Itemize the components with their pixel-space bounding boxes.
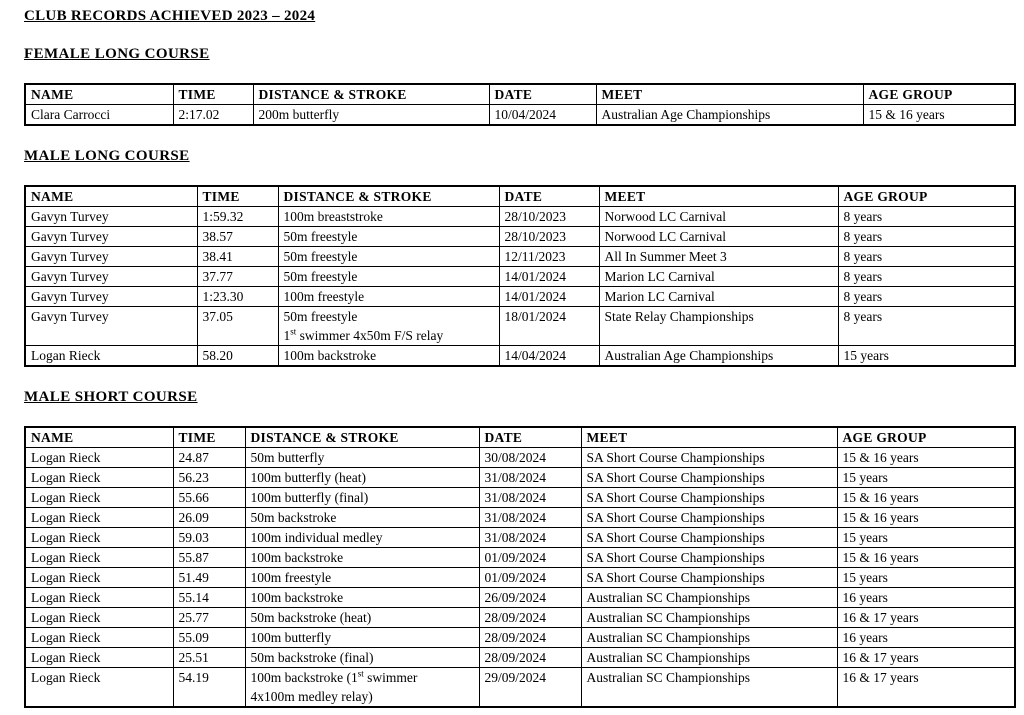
table-cell: 15 years (837, 528, 1015, 548)
table-row (25, 588, 1015, 608)
table-cell: Logan Rieck (25, 346, 197, 367)
table-cell: 100m individual medley (245, 528, 479, 548)
table-cell: 31/08/2024 (479, 468, 581, 488)
table-cell: 28/10/2023 (499, 207, 599, 227)
table-row (25, 247, 1015, 267)
table-cell: 55.66 (173, 488, 245, 508)
table-cell: Logan Rieck (25, 568, 173, 588)
table-cell: Gavyn Turvey (25, 227, 197, 247)
table-cell: 100m backstroke (245, 548, 479, 568)
table-row (25, 267, 1015, 287)
table-cell: 8 years (838, 247, 1015, 267)
table-cell: 15 & 16 years (837, 448, 1015, 468)
table-row (25, 105, 1015, 126)
table-row (25, 468, 1015, 488)
table-cell: SA Short Course Championships (581, 448, 837, 468)
table-row (25, 528, 1015, 548)
records-table-female-long-course (24, 83, 1016, 126)
table-cell: Logan Rieck (25, 628, 173, 648)
column-header: DISTANCE & STROKE (245, 427, 479, 448)
superscript-ordinal: st (290, 326, 297, 337)
table-cell: 10/04/2024 (489, 105, 596, 126)
table-row (25, 568, 1015, 588)
table-cell: 28/09/2024 (479, 608, 581, 628)
column-header: MEET (581, 427, 837, 448)
table-cell: 51.49 (173, 568, 245, 588)
table-row (25, 287, 1015, 307)
table-cell: 100m backstroke (245, 588, 479, 608)
table-row (25, 227, 1015, 247)
table-cell: Gavyn Turvey (25, 307, 197, 346)
table-cell: 30/08/2024 (479, 448, 581, 468)
table-cell: 8 years (838, 307, 1015, 346)
table-cell: 100m freestyle (245, 568, 479, 588)
column-header: DATE (479, 427, 581, 448)
column-header: NAME (25, 186, 197, 207)
table-cell: 100m butterfly (245, 628, 479, 648)
section-heading-female-long-course: FEMALE LONG COURSE (24, 46, 210, 62)
table-row (25, 307, 1015, 346)
table-cell: 15 & 16 years (837, 508, 1015, 528)
table-cell: SA Short Course Championships (581, 508, 837, 528)
table-cell: 14/04/2024 (499, 346, 599, 367)
table-cell: 50m freestyle (278, 267, 499, 287)
table-cell: 8 years (838, 267, 1015, 287)
table-cell: SA Short Course Championships (581, 468, 837, 488)
table-cell: 26.09 (173, 508, 245, 528)
table-cell: 38.57 (197, 227, 278, 247)
table-cell: 100m butterfly (heat) (245, 468, 479, 488)
table-cell: Logan Rieck (25, 608, 173, 628)
table-cell: Gavyn Turvey (25, 267, 197, 287)
table-cell: 100m backstroke (278, 346, 499, 367)
table-cell: SA Short Course Championships (581, 528, 837, 548)
table-cell: SA Short Course Championships (581, 568, 837, 588)
table-cell: 16 & 17 years (837, 648, 1015, 668)
table-cell: 28/09/2024 (479, 628, 581, 648)
column-header: NAME (25, 427, 173, 448)
table-cell: 38.41 (197, 247, 278, 267)
table-cell: 15 years (838, 346, 1015, 367)
table-row (25, 448, 1015, 468)
table-cell: Logan Rieck (25, 448, 173, 468)
column-header: TIME (173, 427, 245, 448)
cell-line: 4x100m medley relay) (250, 689, 373, 704)
table-cell: Logan Rieck (25, 488, 173, 508)
table-cell: 100m butterfly (final) (245, 488, 479, 508)
table-cell: 28/09/2024 (479, 648, 581, 668)
column-header: NAME (25, 84, 173, 105)
table-cell: 1:23.30 (197, 287, 278, 307)
table-cell: SA Short Course Championships (581, 488, 837, 508)
cropped-text (88, 0, 332, 1)
table-cell: 16 & 17 years (837, 668, 1015, 708)
column-header: TIME (197, 186, 278, 207)
table-cell: 26/09/2024 (479, 588, 581, 608)
table-cell: 100m backstroke (1st swimmer 4x100m medley relay) (245, 668, 479, 708)
table-cell: 37.05 (197, 307, 278, 346)
table-cell: Logan Rieck (25, 668, 173, 708)
table-cell: Australian SC Championships (581, 628, 837, 648)
table-cell: Australian Age Championships (599, 346, 838, 367)
section-heading-male-short-course: MALE SHORT COURSE (24, 389, 198, 405)
table-row (25, 207, 1015, 227)
table-cell: Logan Rieck (25, 468, 173, 488)
table-cell: 59.03 (173, 528, 245, 548)
table-cell: All In Summer Meet 3 (599, 247, 838, 267)
table-cell: Logan Rieck (25, 548, 173, 568)
table-row (25, 648, 1015, 668)
table-cell: Gavyn Turvey (25, 207, 197, 227)
table-cell: 29/09/2024 (479, 668, 581, 708)
table-row (25, 488, 1015, 508)
table-cell: 50m backstroke (245, 508, 479, 528)
table-cell: 31/08/2024 (479, 508, 581, 528)
table-cell: Logan Rieck (25, 648, 173, 668)
header-row (25, 427, 1015, 448)
table-cell: 56.23 (173, 468, 245, 488)
table-cell: 15 years (837, 468, 1015, 488)
table-cell: 24.87 (173, 448, 245, 468)
header-row (25, 84, 1015, 105)
table-cell: Gavyn Turvey (25, 247, 197, 267)
table-cell: 16 years (837, 588, 1015, 608)
table-cell: 15 & 16 years (863, 105, 1015, 126)
section-male-short-course (24, 389, 1014, 708)
table-cell: Australian SC Championships (581, 608, 837, 628)
table-cell: 100m breaststroke (278, 207, 499, 227)
column-header: DATE (499, 186, 599, 207)
column-header: MEET (596, 84, 863, 105)
table-cell: State Relay Championships (599, 307, 838, 346)
table-cell: Marion LC Carnival (599, 287, 838, 307)
table-cell: Clara Carrocci (25, 105, 173, 126)
section-female-long-course (24, 46, 1014, 126)
table-cell: 16 years (837, 628, 1015, 648)
records-table-male-long-course (24, 185, 1016, 367)
table-cell: 31/08/2024 (479, 488, 581, 508)
table-cell: 54.19 (173, 668, 245, 708)
table-row (25, 608, 1015, 628)
table-cell: Marion LC Carnival (599, 267, 838, 287)
table-cell: Australian SC Championships (581, 588, 837, 608)
table-cell: 12/11/2023 (499, 247, 599, 267)
table-row (25, 668, 1015, 708)
table-cell: 50m backstroke (final) (245, 648, 479, 668)
table-cell: Australian SC Championships (581, 668, 837, 708)
column-header: AGE GROUP (863, 84, 1015, 105)
table-cell: SA Short Course Championships (581, 548, 837, 568)
table-cell: 1:59.32 (197, 207, 278, 227)
table-cell: 55.87 (173, 548, 245, 568)
table-cell: 55.09 (173, 628, 245, 648)
table-cell: 16 & 17 years (837, 608, 1015, 628)
table-cell: Logan Rieck (25, 528, 173, 548)
table-cell: 25.77 (173, 608, 245, 628)
column-header: MEET (599, 186, 838, 207)
table-cell: 8 years (838, 207, 1015, 227)
superscript-ordinal: st (357, 668, 364, 679)
table-cell: 50m freestyle (278, 227, 499, 247)
table-cell: Norwood LC Carnival (599, 227, 838, 247)
column-header: TIME (173, 84, 253, 105)
table-cell: 01/09/2024 (479, 548, 581, 568)
table-row (25, 628, 1015, 648)
table-cell: 18/01/2024 (499, 307, 599, 346)
table-cell: 58.20 (197, 346, 278, 367)
table-row (25, 346, 1015, 367)
table-cell: 100m freestyle (278, 287, 499, 307)
cropped-text-sliver (88, 0, 332, 3)
table-cell: 50m backstroke (heat) (245, 608, 479, 628)
table-cell: 25.51 (173, 648, 245, 668)
table-cell: 2:17.02 (173, 105, 253, 126)
table-cell: Australian SC Championships (581, 648, 837, 668)
table-cell: Logan Rieck (25, 508, 173, 528)
section-heading-male-long-course: MALE LONG COURSE (24, 148, 190, 164)
column-header: DISTANCE & STROKE (278, 186, 499, 207)
column-header: AGE GROUP (837, 427, 1015, 448)
table-cell: 15 & 16 years (837, 488, 1015, 508)
column-header: DATE (489, 84, 596, 105)
table-cell: 8 years (838, 227, 1015, 247)
table-cell: 50m freestyle (278, 247, 499, 267)
page-title: CLUB RECORDS ACHIEVED 2023 – 2024 (24, 8, 316, 24)
table-cell: 200m butterfly (253, 105, 489, 126)
table-cell: 50m butterfly (245, 448, 479, 468)
table-cell: 37.77 (197, 267, 278, 287)
column-header: AGE GROUP (838, 186, 1015, 207)
table-cell: 55.14 (173, 588, 245, 608)
header-row (25, 186, 1015, 207)
cell-line: 1st swimmer 4x50m F/S relay (283, 326, 444, 343)
table-row (25, 508, 1015, 528)
table-cell: Australian Age Championships (596, 105, 863, 126)
section-male-long-course (24, 148, 1014, 367)
table-cell: 14/01/2024 (499, 267, 599, 287)
table-cell: Gavyn Turvey (25, 287, 197, 307)
table-cell: 01/09/2024 (479, 568, 581, 588)
table-cell: 15 & 16 years (837, 548, 1015, 568)
table-cell: 28/10/2023 (499, 227, 599, 247)
records-table-male-short-course (24, 426, 1016, 708)
table-cell: 15 years (837, 568, 1015, 588)
table-cell: Logan Rieck (25, 588, 173, 608)
table-cell: Norwood LC Carnival (599, 207, 838, 227)
table-cell: 31/08/2024 (479, 528, 581, 548)
table-cell: 14/01/2024 (499, 287, 599, 307)
table-cell: 50m freestyle 1st swimmer 4x50m F/S relay (278, 307, 499, 346)
table-cell: 8 years (838, 287, 1015, 307)
table-row (25, 548, 1015, 568)
column-header: DISTANCE & STROKE (253, 84, 489, 105)
